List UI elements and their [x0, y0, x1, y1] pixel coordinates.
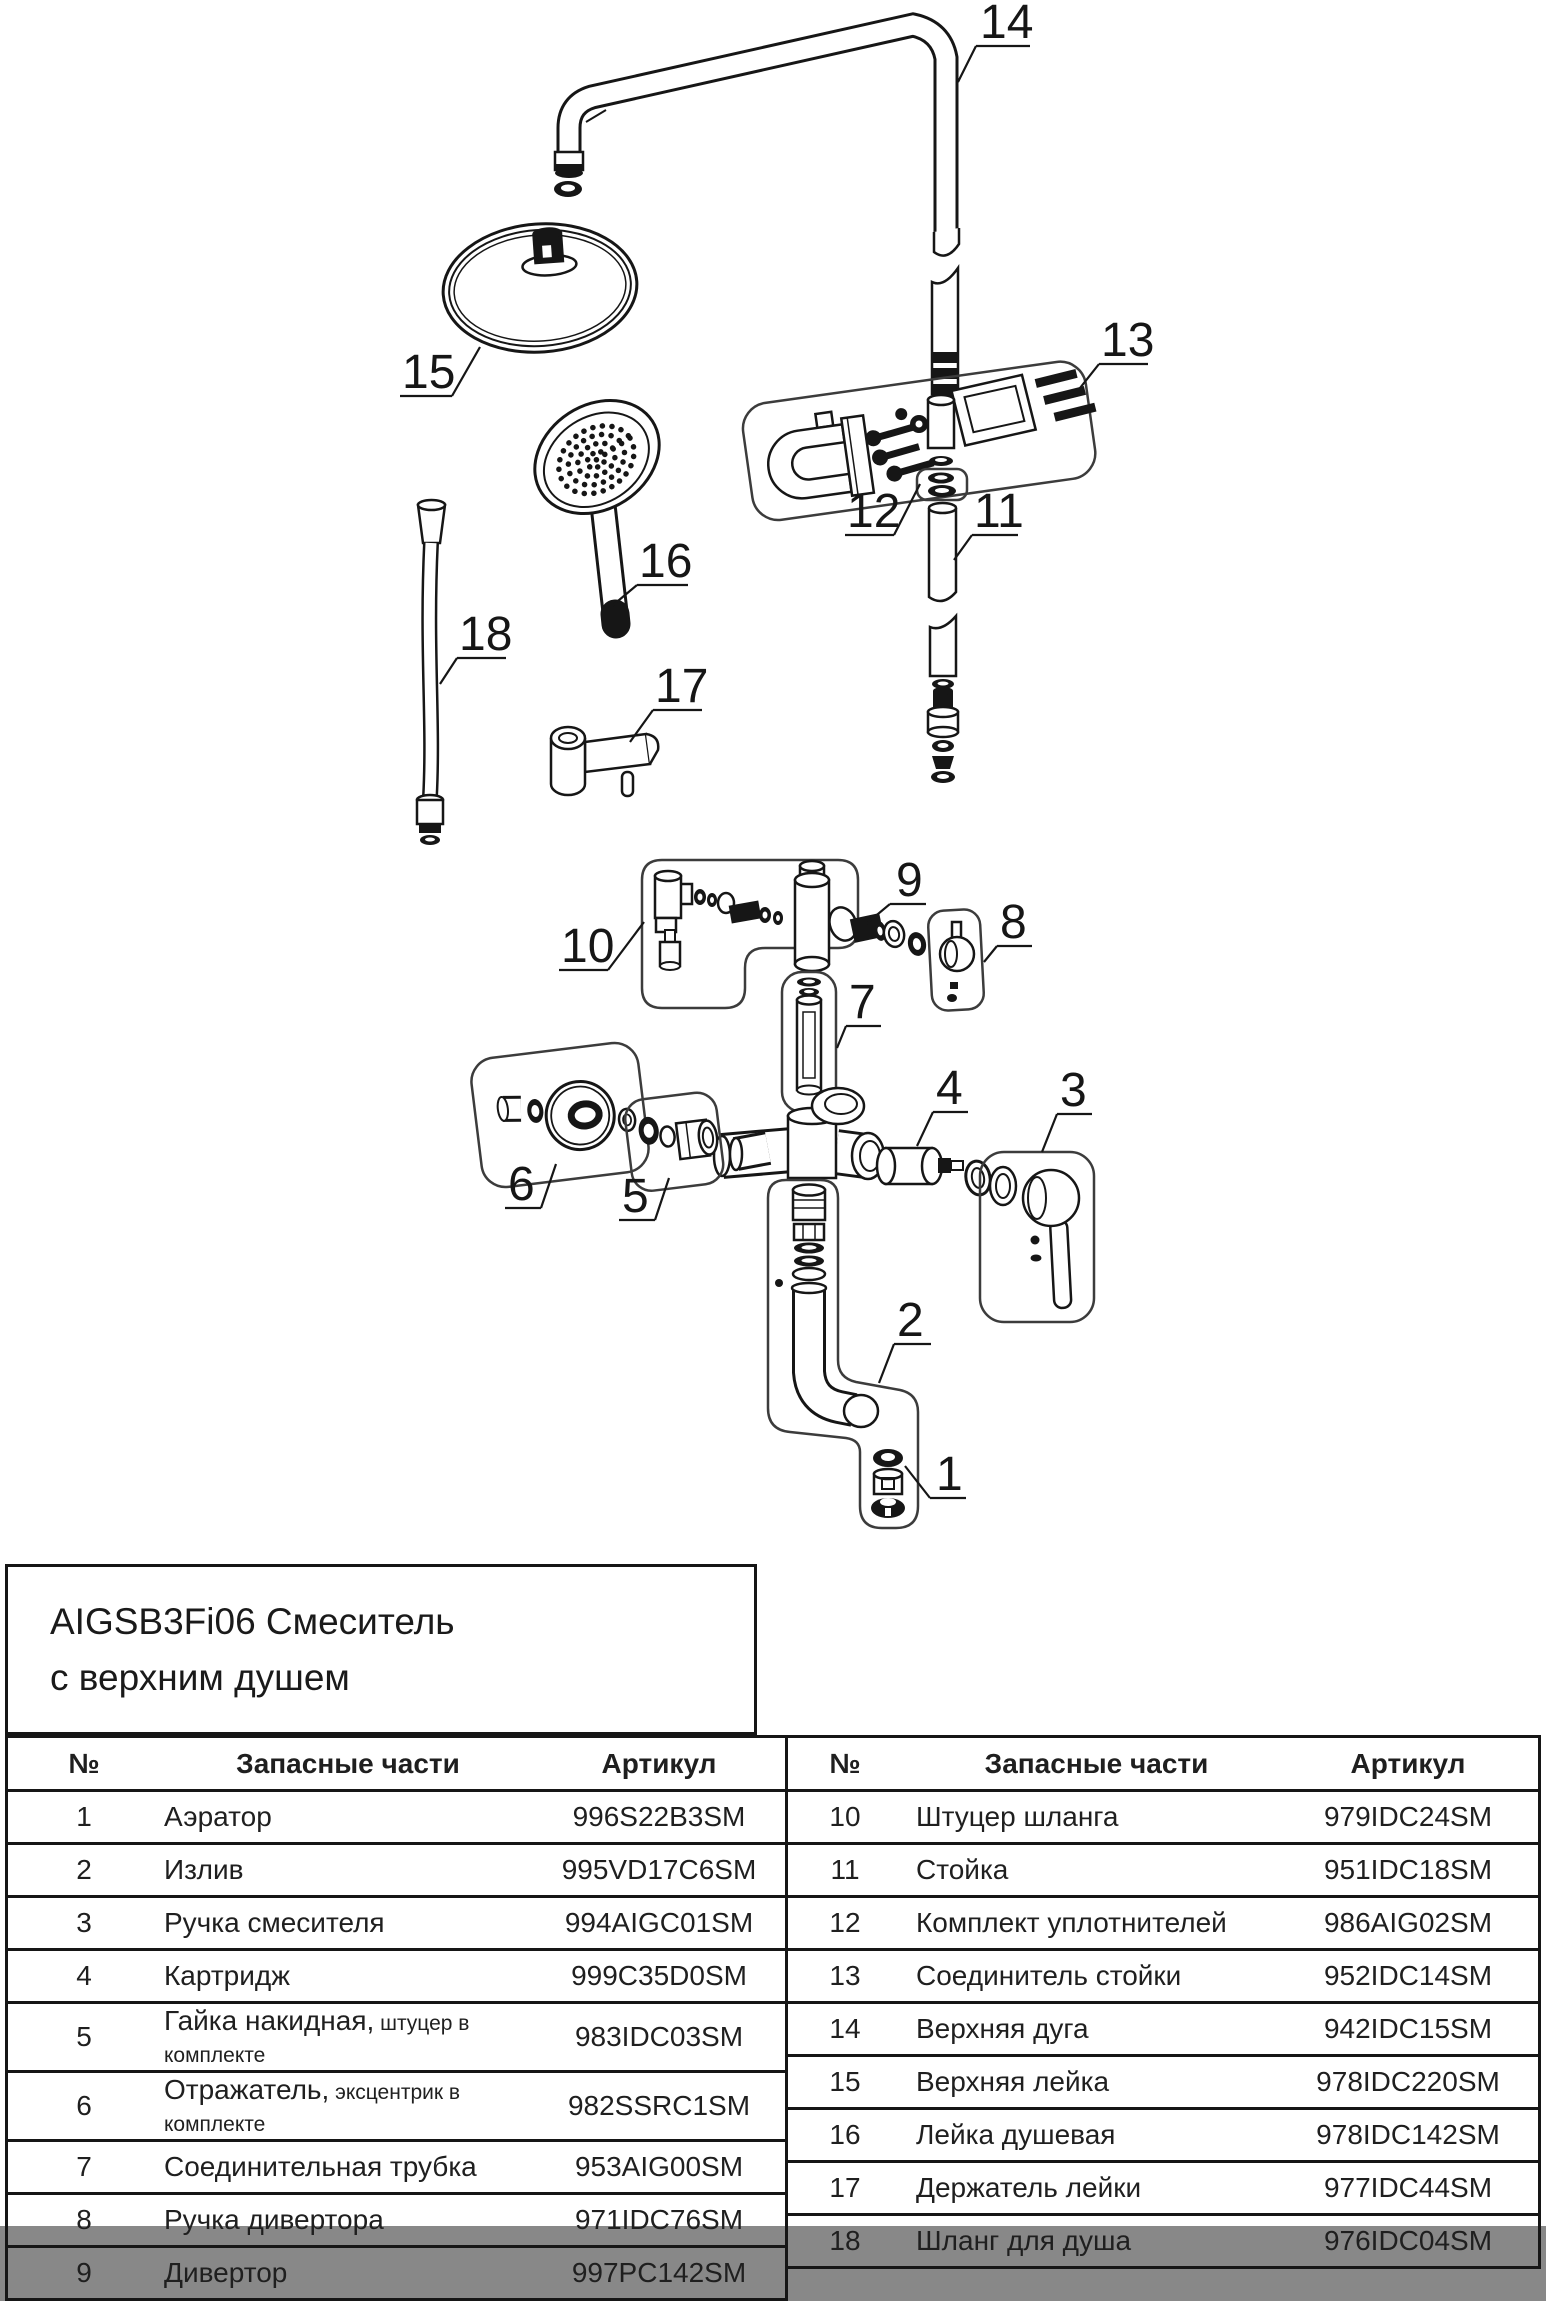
callout-7 [837, 976, 881, 1048]
column-header-part: Запасные части [160, 1738, 533, 1791]
part-name-note: эксцентрик в комплекте [164, 2081, 461, 2136]
part-15-overhead-shower-drawing [439, 217, 641, 358]
callout-10 [559, 920, 644, 973]
svg-text:18: 18 [459, 608, 513, 661]
part-name-note: штуцер в комплекте [164, 2012, 470, 2067]
table-row [788, 1844, 1540, 1897]
part-article: 977IDC44SM [1323, 2172, 1493, 2203]
column-header-part: Запасные части [902, 1738, 1278, 1791]
part-number: 13 [829, 1960, 861, 1991]
svg-text:5: 5 [622, 1170, 649, 1223]
part-article: 978IDC220SM [1316, 2066, 1500, 2097]
part-number: 6 [76, 2090, 92, 2121]
callouts [400, 0, 1154, 1501]
part-number: 16 [829, 2119, 861, 2150]
part-number: 17 [829, 2172, 861, 2203]
part-article: 971IDC76SM [574, 2204, 744, 2235]
part-article: 978IDC142SM [1316, 2119, 1500, 2150]
part-number: 2 [76, 1854, 92, 1885]
part-article: 999C35D0SM [571, 1960, 747, 1991]
part-18-shower-hose-drawing [417, 500, 445, 845]
svg-text:2: 2 [897, 1294, 924, 1347]
table-row [788, 2162, 1540, 2215]
table-row [7, 2194, 787, 2247]
part-name: Гайка накидная, штуцер в комплекте [164, 2005, 470, 2067]
table-header-row [7, 1738, 787, 1791]
part-number: 14 [829, 2013, 861, 2044]
part-11-stand-drawing [928, 503, 958, 783]
part-article: 942IDC15SM [1323, 2013, 1493, 2044]
callout-14 [958, 0, 1033, 82]
part-article: 952IDC14SM [1323, 1960, 1493, 1991]
part-3-mixer-handle-drawing [980, 1152, 1094, 1322]
svg-text:1: 1 [936, 1448, 963, 1501]
part-number: 8 [76, 2204, 92, 2235]
part-number: 11 [830, 1854, 860, 1885]
callout-6 [505, 1158, 556, 1211]
svg-text:16: 16 [639, 535, 693, 588]
column-header-article: Артикул [533, 1738, 787, 1791]
part-name: Аэратор [164, 1801, 272, 1832]
product-title-line2: с верхним душем [50, 1656, 350, 1698]
part-1-aerator-drawing [871, 1449, 905, 1518]
part-17-shower-holder-drawing [551, 727, 658, 796]
callout-1 [905, 1448, 966, 1501]
callout-4 [917, 1062, 968, 1146]
table-row [788, 1897, 1540, 1950]
svg-text:11: 11 [974, 485, 1024, 538]
part-name: Картридж [164, 1960, 290, 1991]
part-article: 953AIG00SM [574, 2151, 744, 2182]
part-article: 951IDC18SM [1323, 1854, 1493, 1885]
part-name: Ручка дивертора [164, 2204, 384, 2235]
stand-upper-segment [931, 268, 958, 406]
callout-15 [400, 346, 480, 399]
part-name: Комплект уплотнителей [916, 1907, 1227, 1938]
product-title-line1: AIGSB3Fi06 Смеситель [50, 1601, 455, 1642]
svg-text:15: 15 [402, 346, 456, 399]
callout-16 [612, 535, 692, 606]
callout-18 [440, 608, 512, 684]
table-row [7, 1897, 787, 1950]
part-name: Лейка душевая [916, 2119, 1116, 2150]
part-name: Стойка [916, 1854, 1009, 1885]
table-row [7, 1844, 787, 1897]
title-box [5, 1564, 757, 1735]
table-row [788, 2003, 1540, 2056]
body-inlet-stub [730, 1138, 768, 1170]
table-row [7, 2247, 787, 2300]
part-article: 982SSRC1SM [567, 2090, 751, 2121]
parts-table-right [788, 1738, 1541, 2269]
svg-text:12: 12 [847, 485, 901, 538]
svg-text:14: 14 [980, 0, 1034, 49]
column-header-number: № [7, 1738, 161, 1791]
svg-text:10: 10 [561, 920, 615, 973]
part-article: 983IDC03SM [574, 2021, 744, 2052]
part-14-top-arc-drawing [554, 25, 959, 256]
table-row [7, 2003, 787, 2072]
part-name: Соединитель стойки [916, 1960, 1182, 1991]
svg-text:17: 17 [655, 660, 709, 713]
callout-8 [984, 896, 1032, 962]
svg-text:13: 13 [1101, 314, 1155, 367]
callout-2 [879, 1294, 931, 1383]
callout-12 [845, 484, 920, 538]
table-row [788, 1950, 1540, 2003]
part-number: 9 [76, 2257, 92, 2288]
part-name: Излив [164, 1854, 244, 1885]
table-row [7, 2072, 787, 2141]
table-row [788, 2215, 1540, 2268]
callout-13 [1080, 314, 1154, 388]
callout-3 [1042, 1064, 1092, 1152]
part-article: 996S22B3SM [572, 1801, 746, 1832]
table-header-row [788, 1738, 1540, 1791]
part-number: 7 [76, 2151, 92, 2182]
svg-text:8: 8 [1000, 896, 1027, 949]
part-article: 986AIG02SM [1323, 1907, 1493, 1938]
table-row [788, 1791, 1540, 1844]
part-number: 3 [76, 1907, 92, 1938]
svg-text:7: 7 [849, 976, 876, 1029]
part-article: 995VD17C6SM [561, 1854, 757, 1885]
part-article: 994AIGC01SM [564, 1907, 754, 1938]
part-article: 997PC142SM [571, 2257, 747, 2288]
callout-9 [866, 854, 926, 924]
part-article: 976IDC04SM [1323, 2225, 1493, 2256]
table-row [7, 1950, 787, 2003]
part-number: 12 [829, 1907, 861, 1938]
part-number: 15 [829, 2066, 861, 2097]
part-name: Штуцер шланга [916, 1801, 1119, 1832]
table-row [7, 2141, 787, 2194]
svg-text:4: 4 [936, 1062, 963, 1115]
part-article: 979IDC24SM [1323, 1801, 1493, 1832]
part-4-cartridge-drawing [877, 1148, 993, 1197]
table-row [788, 2056, 1540, 2109]
callout-17 [630, 660, 708, 742]
svg-text:6: 6 [508, 1158, 535, 1211]
screw-icon [864, 422, 936, 485]
part-number: 5 [76, 2021, 92, 2052]
table-row [788, 2109, 1540, 2162]
part-name: Ручка смесителя [164, 1907, 385, 1938]
parts-tables [5, 1735, 1541, 2288]
svg-text:9: 9 [896, 854, 923, 907]
table-row [7, 1791, 787, 1844]
part-number: 1 [76, 1801, 92, 1832]
part-number: 10 [829, 1801, 861, 1832]
part-name: Дивертор [164, 2257, 288, 2288]
svg-text:3: 3 [1060, 1064, 1087, 1117]
part-8-divertor-handle-drawing [927, 909, 984, 1012]
part-number: 18 [829, 2225, 861, 2256]
part-name: Шланг для душа [916, 2225, 1132, 2256]
part-number: 4 [76, 1960, 92, 1991]
part-name: Верхняя лейка [916, 2066, 1110, 2097]
callout-5 [619, 1170, 669, 1223]
parts-table-left [5, 1738, 788, 2301]
column-header-number: № [788, 1738, 902, 1791]
part-6-reflector-drawing [469, 1040, 652, 1190]
part-name: Держатель лейки [916, 2172, 1142, 2203]
part-name: Соединительная трубка [164, 2151, 477, 2182]
part-name: Отражатель, эксцентрик в комплекте [164, 2074, 461, 2136]
part-name: Верхняя дуга [916, 2013, 1089, 2044]
column-header-article: Артикул [1278, 1738, 1540, 1791]
